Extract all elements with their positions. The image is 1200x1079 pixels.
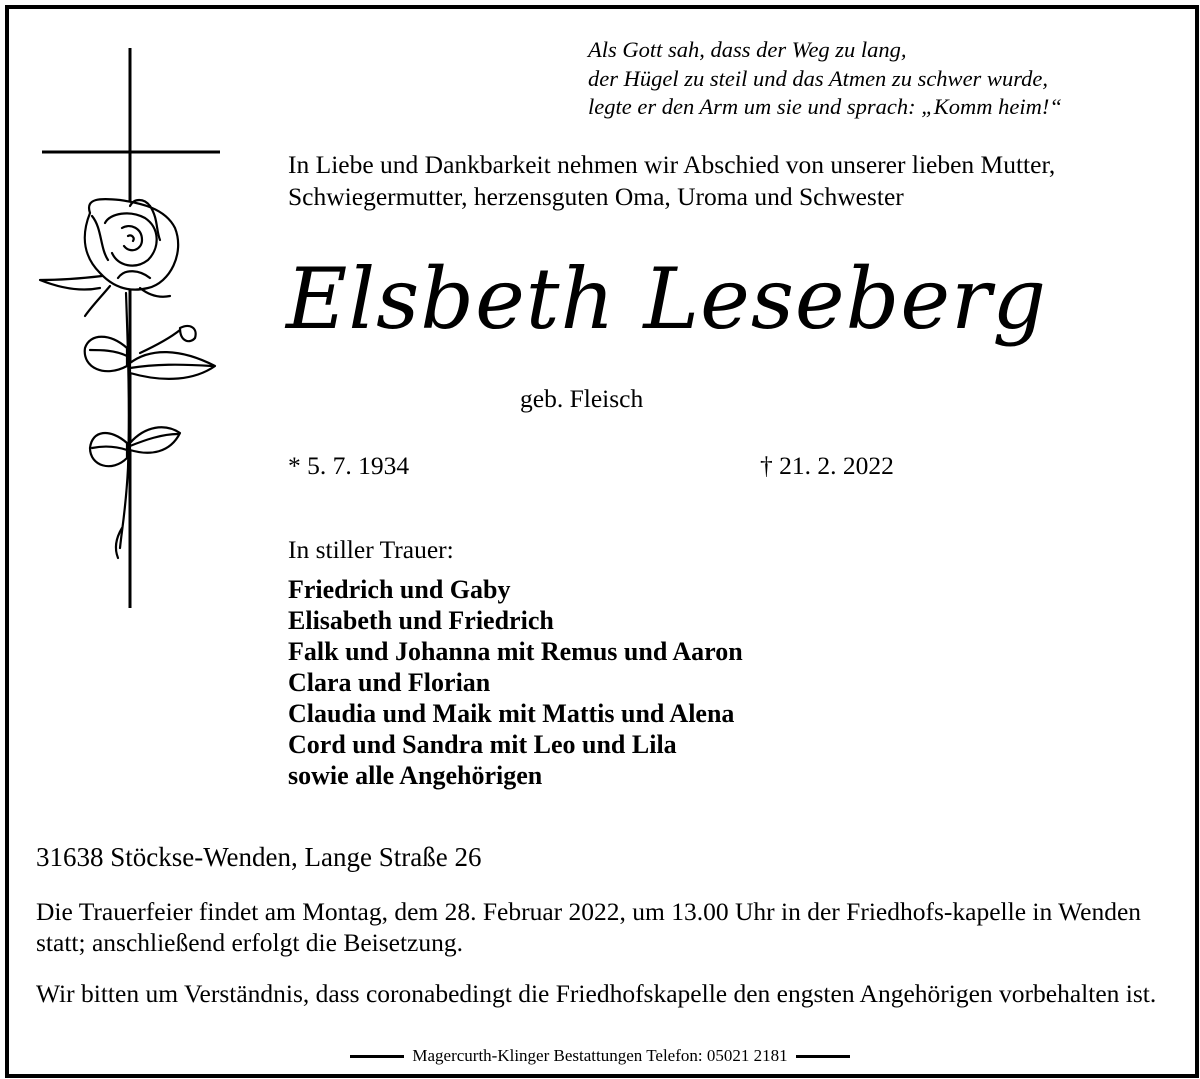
mourner-entry: Friedrich und Gaby xyxy=(288,575,511,604)
poem-line-1: Als Gott sah, dass der Weg zu lang, xyxy=(588,37,907,62)
mourning-heading: In stiller Trauer: xyxy=(288,535,454,564)
maiden-name: geb. Fleisch xyxy=(520,384,644,413)
intro-text xyxy=(288,149,1055,213)
mourner-entry: Cord und Sandra mit Leo und Lila xyxy=(288,730,677,759)
mourner-entry: Elisabeth und Friedrich xyxy=(288,606,554,635)
poem-line-2: der Hügel zu steil und das Atmen zu schwer wurde, xyxy=(588,65,1048,91)
undertaker-footer xyxy=(350,1043,850,1069)
birth-date: * 5. 7. 1934 xyxy=(288,451,410,480)
mourner-entry: Falk und Johanna mit Remus und Aaron xyxy=(288,637,743,666)
death-date: † 21. 2. 2022 xyxy=(760,451,894,480)
undertaker-contact: Magercurth-Klinger Bestattungen Telefon: 05021 2181 xyxy=(404,1046,795,1066)
mourner-entry: Claudia und Maik mit Mattis und Alena xyxy=(288,699,735,728)
intro-line-2: Schwiegermutter, herzensguten Oma, Uroma und Schwester xyxy=(288,182,904,211)
cross-rose-illustration xyxy=(30,48,230,618)
intro-line-1: In Liebe und Dankbarkeit nehmen wir Abschied von unserer lieben Mutter, xyxy=(288,150,1056,179)
footer-rule-left xyxy=(350,1055,404,1058)
rose-icon xyxy=(40,199,215,558)
poem xyxy=(588,36,1062,122)
mourners-list xyxy=(288,574,743,791)
funeral-notice: Die Trauerfeier findet am Montag, dem 28. Februar 2022, um 13.00 Uhr in der Friedhofs-kapelle in Wenden statt; anschließend erfolgt die Beisetzung. xyxy=(36,897,1142,957)
deceased-name: Elsbeth Leseberg xyxy=(286,250,1048,348)
family-address: 31638 Stöckse-Wenden, Lange Straße 26 xyxy=(36,842,482,872)
mourner-entry: Clara und Florian xyxy=(288,668,491,697)
corona-notice: Wir bitten um Verständnis, dass coronabedingt die Friedhofskapelle den engsten Angehörigen vorbehalten ist. xyxy=(36,979,1157,1008)
mourner-entry: sowie alle Angehörigen xyxy=(288,761,543,790)
poem-line-3: legte er den Arm um sie und sprach: „Komm heim!“ xyxy=(588,94,1062,119)
footer-rule-right xyxy=(796,1055,850,1058)
